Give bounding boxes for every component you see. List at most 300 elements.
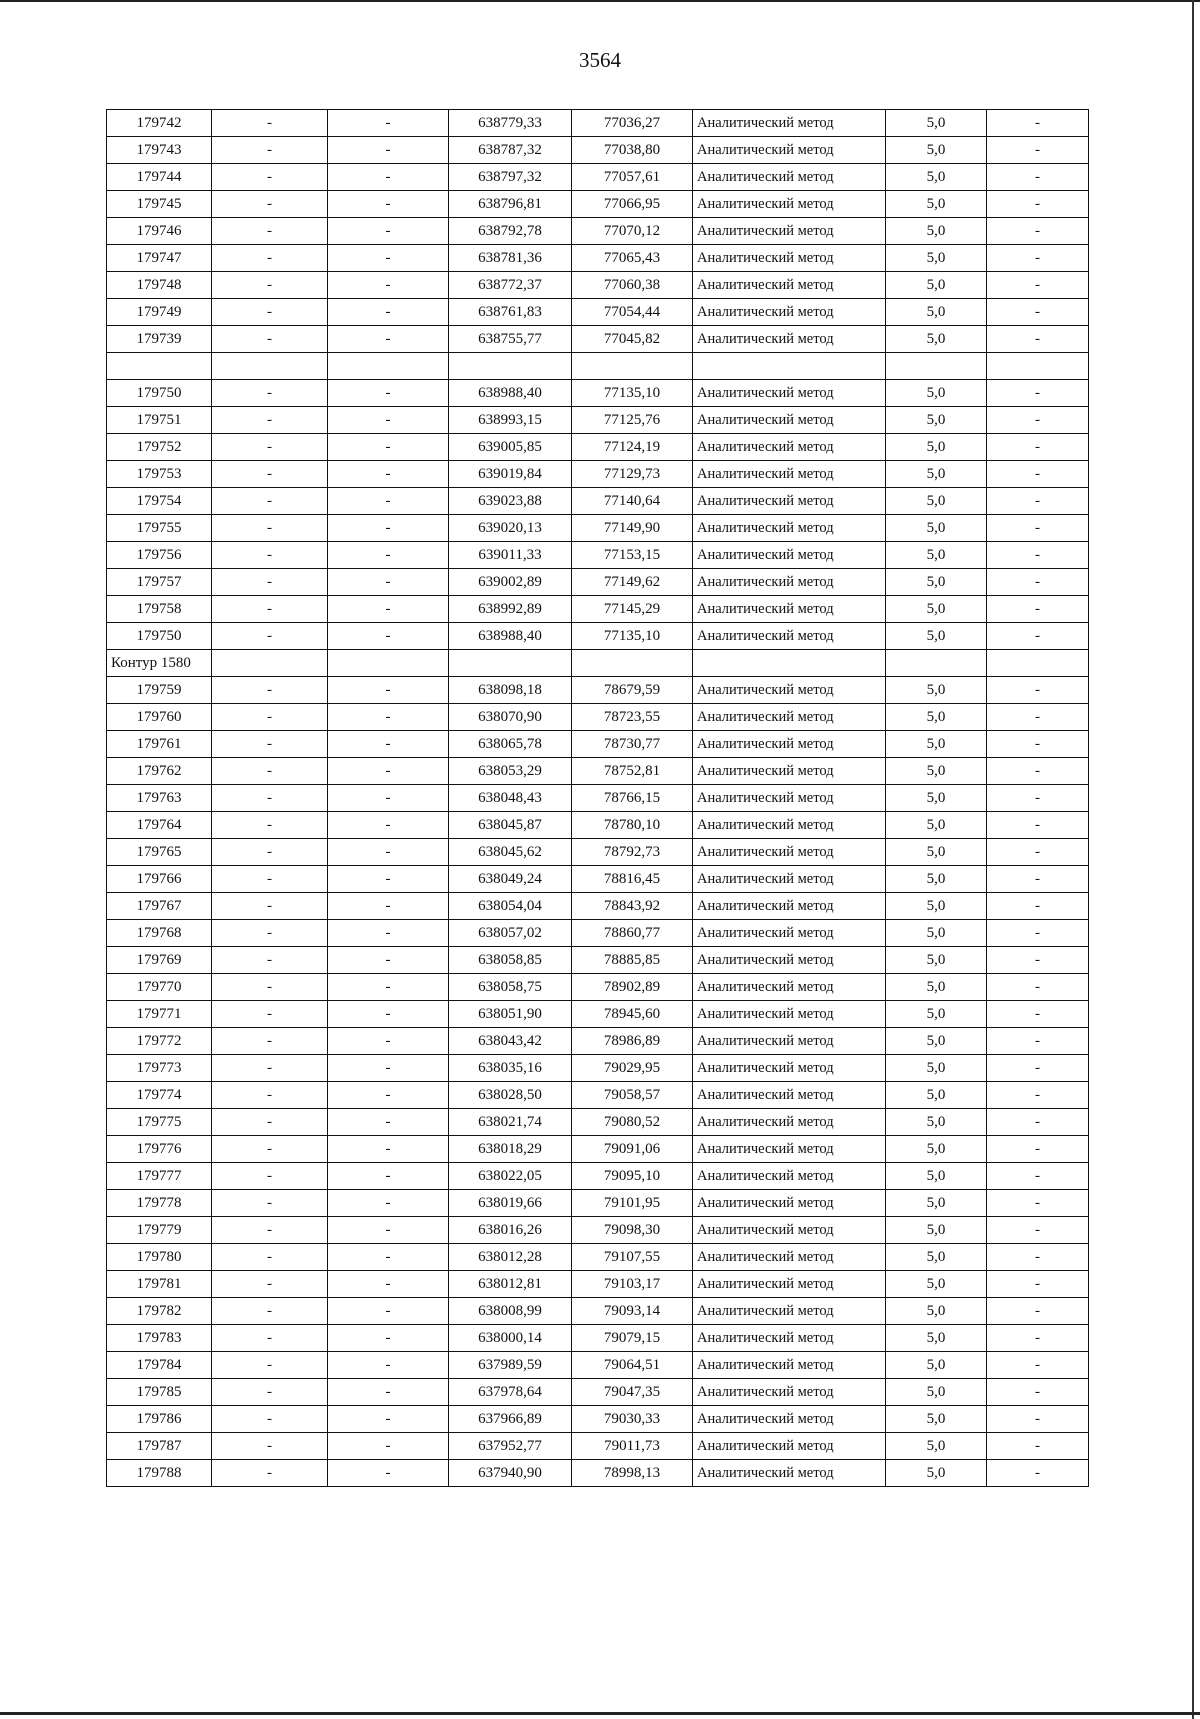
description-cell: -: [987, 758, 1089, 785]
description-cell: -: [987, 866, 1089, 893]
description-cell: -: [987, 1163, 1089, 1190]
table-row: [107, 1352, 1089, 1379]
table-row: [107, 785, 1089, 812]
coordinates-table: [106, 109, 1089, 1487]
old-y-cell: -: [328, 272, 449, 299]
old-y-cell: -: [328, 191, 449, 218]
point-id-cell: 179748: [107, 272, 212, 299]
point-id-cell: 179769: [107, 947, 212, 974]
accuracy-cell: 5,0: [886, 974, 987, 1001]
description-cell: -: [987, 1055, 1089, 1082]
group-header-row: [107, 650, 1089, 677]
description-cell: -: [987, 1244, 1089, 1271]
old-x-cell: -: [212, 407, 328, 434]
old-y-cell: -: [328, 1352, 449, 1379]
new-x-cell: 637978,64: [449, 1379, 572, 1406]
old-y-cell: -: [328, 839, 449, 866]
old-x-cell: -: [212, 785, 328, 812]
point-id-cell: 179756: [107, 542, 212, 569]
table-row: [107, 1271, 1089, 1298]
accuracy-cell: 5,0: [886, 191, 987, 218]
new-x-cell: 638070,90: [449, 704, 572, 731]
description-cell: -: [987, 1433, 1089, 1460]
old-x-cell: -: [212, 1082, 328, 1109]
new-y-cell: 77054,44: [572, 299, 693, 326]
description-cell: -: [987, 542, 1089, 569]
old-x-cell: -: [212, 434, 328, 461]
accuracy-cell: 5,0: [886, 461, 987, 488]
method-cell: Аналитический метод: [693, 1028, 886, 1055]
new-x-cell: 638797,32: [449, 164, 572, 191]
new-y-cell: 78780,10: [572, 812, 693, 839]
accuracy-cell: 5,0: [886, 1082, 987, 1109]
accuracy-cell: 5,0: [886, 1325, 987, 1352]
old-x-cell: -: [212, 1379, 328, 1406]
new-y-cell: 79101,95: [572, 1190, 693, 1217]
accuracy-cell: 5,0: [886, 704, 987, 731]
old-x-cell: -: [212, 731, 328, 758]
new-x-cell: 638755,77: [449, 326, 572, 353]
method-cell: Аналитический метод: [693, 677, 886, 704]
new-x-cell: 638053,29: [449, 758, 572, 785]
point-id-cell: 179780: [107, 1244, 212, 1271]
method-cell: Аналитический метод: [693, 1271, 886, 1298]
new-x-cell: 639019,84: [449, 461, 572, 488]
contour-label: Контур 1580: [107, 650, 212, 677]
description-cell: -: [987, 1136, 1089, 1163]
table-row: [107, 326, 1089, 353]
method-cell: Аналитический метод: [693, 380, 886, 407]
new-y-cell: 79095,10: [572, 1163, 693, 1190]
accuracy-cell: 5,0: [886, 569, 987, 596]
accuracy-cell: 5,0: [886, 1298, 987, 1325]
table-row: [107, 1325, 1089, 1352]
description-cell: -: [987, 1460, 1089, 1487]
method-cell: Аналитический метод: [693, 623, 886, 650]
table-row: [107, 137, 1089, 164]
new-y-cell: 78752,81: [572, 758, 693, 785]
description-cell: -: [987, 137, 1089, 164]
method-cell: Аналитический метод: [693, 1055, 886, 1082]
old-y-cell: -: [328, 1217, 449, 1244]
point-id-cell: 179764: [107, 812, 212, 839]
table-row: [107, 380, 1089, 407]
new-y-cell: 77149,90: [572, 515, 693, 542]
new-y-cell: 79107,55: [572, 1244, 693, 1271]
new-x-cell: 639023,88: [449, 488, 572, 515]
table-row: [107, 623, 1089, 650]
table-row: [107, 1217, 1089, 1244]
description-cell: -: [987, 110, 1089, 137]
method-cell: Аналитический метод: [693, 326, 886, 353]
new-x-cell: 638043,42: [449, 1028, 572, 1055]
table-row: [107, 893, 1089, 920]
table-row: [107, 407, 1089, 434]
point-id-cell: 179778: [107, 1190, 212, 1217]
accuracy-cell: 5,0: [886, 245, 987, 272]
table-row: [107, 542, 1089, 569]
table-row: [107, 1190, 1089, 1217]
new-y-cell: 77135,10: [572, 623, 693, 650]
method-cell: Аналитический метод: [693, 542, 886, 569]
description-cell: -: [987, 1082, 1089, 1109]
empty-cell: [449, 650, 572, 677]
new-y-cell: 78679,59: [572, 677, 693, 704]
table-row: [107, 1379, 1089, 1406]
method-cell: Аналитический метод: [693, 1109, 886, 1136]
description-cell: -: [987, 218, 1089, 245]
point-id-cell: 179749: [107, 299, 212, 326]
old-x-cell: -: [212, 1163, 328, 1190]
point-id-cell: 179777: [107, 1163, 212, 1190]
old-y-cell: -: [328, 1055, 449, 1082]
new-x-cell: 638021,74: [449, 1109, 572, 1136]
accuracy-cell: 5,0: [886, 542, 987, 569]
old-x-cell: -: [212, 812, 328, 839]
old-y-cell: -: [328, 569, 449, 596]
old-y-cell: -: [328, 299, 449, 326]
table-row: [107, 1163, 1089, 1190]
new-y-cell: 78885,85: [572, 947, 693, 974]
new-x-cell: 638012,28: [449, 1244, 572, 1271]
method-cell: Аналитический метод: [693, 704, 886, 731]
old-x-cell: -: [212, 947, 328, 974]
new-x-cell: 638787,32: [449, 137, 572, 164]
accuracy-cell: 5,0: [886, 407, 987, 434]
accuracy-cell: 5,0: [886, 866, 987, 893]
new-y-cell: 78998,13: [572, 1460, 693, 1487]
description-cell: -: [987, 1190, 1089, 1217]
table-row: [107, 758, 1089, 785]
method-cell: Аналитический метод: [693, 1082, 886, 1109]
old-x-cell: -: [212, 839, 328, 866]
new-x-cell: 638012,81: [449, 1271, 572, 1298]
table-row: [107, 461, 1089, 488]
method-cell: Аналитический метод: [693, 1244, 886, 1271]
method-cell: Аналитический метод: [693, 893, 886, 920]
description-cell: -: [987, 677, 1089, 704]
table-row: [107, 866, 1089, 893]
old-y-cell: -: [328, 1298, 449, 1325]
new-x-cell: 638045,87: [449, 812, 572, 839]
old-x-cell: -: [212, 1055, 328, 1082]
old-x-cell: -: [212, 1271, 328, 1298]
old-x-cell: -: [212, 758, 328, 785]
table-row: [107, 1055, 1089, 1082]
point-id-cell: 179781: [107, 1271, 212, 1298]
method-cell: Аналитический метод: [693, 947, 886, 974]
old-y-cell: -: [328, 893, 449, 920]
empty-cell: [987, 650, 1089, 677]
new-y-cell: 79064,51: [572, 1352, 693, 1379]
method-cell: Аналитический метод: [693, 434, 886, 461]
description-cell: -: [987, 893, 1089, 920]
old-x-cell: -: [212, 1001, 328, 1028]
method-cell: Аналитический метод: [693, 245, 886, 272]
accuracy-cell: 5,0: [886, 1271, 987, 1298]
point-id-cell: 179743: [107, 137, 212, 164]
method-cell: Аналитический метод: [693, 1217, 886, 1244]
accuracy-cell: 5,0: [886, 299, 987, 326]
point-id-cell: 179779: [107, 1217, 212, 1244]
description-cell: -: [987, 1325, 1089, 1352]
table-row: [107, 1001, 1089, 1028]
new-y-cell: 78986,89: [572, 1028, 693, 1055]
new-x-cell: 638045,62: [449, 839, 572, 866]
empty-cell: [572, 650, 693, 677]
old-x-cell: -: [212, 1109, 328, 1136]
empty-cell: [328, 353, 449, 380]
point-id-cell: 179762: [107, 758, 212, 785]
method-cell: Аналитический метод: [693, 839, 886, 866]
new-x-cell: 638098,18: [449, 677, 572, 704]
old-y-cell: -: [328, 596, 449, 623]
method-cell: Аналитический метод: [693, 1163, 886, 1190]
old-y-cell: -: [328, 1190, 449, 1217]
accuracy-cell: 5,0: [886, 1460, 987, 1487]
description-cell: -: [987, 1406, 1089, 1433]
new-y-cell: 77057,61: [572, 164, 693, 191]
description-cell: -: [987, 407, 1089, 434]
old-y-cell: -: [328, 623, 449, 650]
old-x-cell: -: [212, 272, 328, 299]
old-y-cell: -: [328, 488, 449, 515]
accuracy-cell: 5,0: [886, 596, 987, 623]
method-cell: Аналитический метод: [693, 812, 886, 839]
description-cell: -: [987, 1352, 1089, 1379]
old-y-cell: -: [328, 1325, 449, 1352]
point-id-cell: 179782: [107, 1298, 212, 1325]
new-y-cell: 77129,73: [572, 461, 693, 488]
accuracy-cell: 5,0: [886, 731, 987, 758]
scan-edge-right: [1192, 0, 1194, 1719]
contour-label: [107, 353, 212, 380]
empty-cell: [886, 353, 987, 380]
old-x-cell: -: [212, 1460, 328, 1487]
accuracy-cell: 5,0: [886, 623, 987, 650]
old-x-cell: -: [212, 1244, 328, 1271]
old-x-cell: -: [212, 974, 328, 1001]
old-x-cell: -: [212, 893, 328, 920]
description-cell: -: [987, 974, 1089, 1001]
table-row: [107, 1109, 1089, 1136]
new-y-cell: 77135,10: [572, 380, 693, 407]
description-cell: -: [987, 812, 1089, 839]
description-cell: -: [987, 569, 1089, 596]
accuracy-cell: 5,0: [886, 1109, 987, 1136]
point-id-cell: 179739: [107, 326, 212, 353]
point-id-cell: 179750: [107, 380, 212, 407]
new-y-cell: 79098,30: [572, 1217, 693, 1244]
new-x-cell: 637966,89: [449, 1406, 572, 1433]
table-row: [107, 218, 1089, 245]
description-cell: -: [987, 326, 1089, 353]
old-y-cell: -: [328, 380, 449, 407]
empty-cell: [693, 353, 886, 380]
accuracy-cell: 5,0: [886, 1001, 987, 1028]
point-id-cell: 179759: [107, 677, 212, 704]
new-y-cell: 77125,76: [572, 407, 693, 434]
method-cell: Аналитический метод: [693, 407, 886, 434]
old-x-cell: -: [212, 1217, 328, 1244]
old-y-cell: -: [328, 677, 449, 704]
old-y-cell: -: [328, 947, 449, 974]
empty-cell: [693, 650, 886, 677]
accuracy-cell: 5,0: [886, 515, 987, 542]
method-cell: Аналитический метод: [693, 461, 886, 488]
new-x-cell: 638993,15: [449, 407, 572, 434]
point-id-cell: 179745: [107, 191, 212, 218]
method-cell: Аналитический метод: [693, 974, 886, 1001]
method-cell: Аналитический метод: [693, 785, 886, 812]
scan-edge-bottom: [0, 1712, 1200, 1715]
description-cell: -: [987, 1001, 1089, 1028]
description-cell: -: [987, 164, 1089, 191]
method-cell: Аналитический метод: [693, 299, 886, 326]
old-x-cell: -: [212, 461, 328, 488]
description-cell: -: [987, 623, 1089, 650]
old-x-cell: -: [212, 191, 328, 218]
new-y-cell: 78792,73: [572, 839, 693, 866]
new-y-cell: 77070,12: [572, 218, 693, 245]
old-y-cell: -: [328, 1001, 449, 1028]
new-x-cell: 638048,43: [449, 785, 572, 812]
coordinates-table-body: [107, 110, 1089, 1487]
new-x-cell: 638796,81: [449, 191, 572, 218]
method-cell: Аналитический метод: [693, 1379, 886, 1406]
table-row: [107, 947, 1089, 974]
description-cell: -: [987, 434, 1089, 461]
accuracy-cell: 5,0: [886, 947, 987, 974]
old-x-cell: -: [212, 1352, 328, 1379]
point-id-cell: 179754: [107, 488, 212, 515]
description-cell: -: [987, 1028, 1089, 1055]
new-x-cell: 638058,85: [449, 947, 572, 974]
method-cell: Аналитический метод: [693, 920, 886, 947]
accuracy-cell: 5,0: [886, 137, 987, 164]
old-x-cell: -: [212, 218, 328, 245]
description-cell: -: [987, 920, 1089, 947]
new-y-cell: 77149,62: [572, 569, 693, 596]
point-id-cell: 179767: [107, 893, 212, 920]
description-cell: -: [987, 839, 1089, 866]
description-cell: -: [987, 785, 1089, 812]
description-cell: -: [987, 1217, 1089, 1244]
accuracy-cell: 5,0: [886, 272, 987, 299]
method-cell: Аналитический метод: [693, 1190, 886, 1217]
new-x-cell: 637989,59: [449, 1352, 572, 1379]
new-y-cell: 78730,77: [572, 731, 693, 758]
new-y-cell: 78723,55: [572, 704, 693, 731]
accuracy-cell: 5,0: [886, 218, 987, 245]
new-x-cell: 639011,33: [449, 542, 572, 569]
new-x-cell: 637952,77: [449, 1433, 572, 1460]
point-id-cell: 179786: [107, 1406, 212, 1433]
method-cell: Аналитический метод: [693, 1406, 886, 1433]
old-x-cell: -: [212, 326, 328, 353]
point-id-cell: 179770: [107, 974, 212, 1001]
point-id-cell: 179757: [107, 569, 212, 596]
method-cell: Аналитический метод: [693, 758, 886, 785]
accuracy-cell: 5,0: [886, 1055, 987, 1082]
point-id-cell: 179771: [107, 1001, 212, 1028]
table-row: [107, 515, 1089, 542]
point-id-cell: 179784: [107, 1352, 212, 1379]
new-y-cell: 77140,64: [572, 488, 693, 515]
old-x-cell: -: [212, 677, 328, 704]
old-y-cell: -: [328, 218, 449, 245]
table-row: [107, 488, 1089, 515]
old-y-cell: -: [328, 164, 449, 191]
new-y-cell: 79029,95: [572, 1055, 693, 1082]
old-y-cell: -: [328, 1271, 449, 1298]
method-cell: Аналитический метод: [693, 1325, 886, 1352]
table-row: [107, 1082, 1089, 1109]
description-cell: -: [987, 245, 1089, 272]
accuracy-cell: 5,0: [886, 1406, 987, 1433]
empty-cell: [987, 353, 1089, 380]
old-x-cell: -: [212, 488, 328, 515]
method-cell: Аналитический метод: [693, 1433, 886, 1460]
old-y-cell: -: [328, 785, 449, 812]
point-id-cell: 179773: [107, 1055, 212, 1082]
new-y-cell: 77124,19: [572, 434, 693, 461]
point-id-cell: 179751: [107, 407, 212, 434]
empty-cell: [212, 353, 328, 380]
table-row: [107, 1433, 1089, 1460]
old-x-cell: -: [212, 623, 328, 650]
old-x-cell: -: [212, 596, 328, 623]
table-row: [107, 677, 1089, 704]
empty-cell: [886, 650, 987, 677]
new-x-cell: 638022,05: [449, 1163, 572, 1190]
new-x-cell: 638065,78: [449, 731, 572, 758]
table-row: [107, 596, 1089, 623]
group-header-row: [107, 353, 1089, 380]
table-row: [107, 110, 1089, 137]
new-y-cell: 77045,82: [572, 326, 693, 353]
new-y-cell: 78945,60: [572, 1001, 693, 1028]
old-y-cell: -: [328, 245, 449, 272]
new-y-cell: 79047,35: [572, 1379, 693, 1406]
old-x-cell: -: [212, 110, 328, 137]
description-cell: -: [987, 299, 1089, 326]
old-x-cell: -: [212, 1325, 328, 1352]
old-y-cell: -: [328, 974, 449, 1001]
method-cell: Аналитический метод: [693, 191, 886, 218]
new-x-cell: 638779,33: [449, 110, 572, 137]
empty-cell: [572, 353, 693, 380]
method-cell: Аналитический метод: [693, 1460, 886, 1487]
old-x-cell: -: [212, 1433, 328, 1460]
description-cell: -: [987, 596, 1089, 623]
description-cell: -: [987, 515, 1089, 542]
old-y-cell: -: [328, 866, 449, 893]
accuracy-cell: 5,0: [886, 434, 987, 461]
old-y-cell: -: [328, 1163, 449, 1190]
point-id-cell: 179763: [107, 785, 212, 812]
description-cell: -: [987, 191, 1089, 218]
accuracy-cell: 5,0: [886, 380, 987, 407]
new-y-cell: 79058,57: [572, 1082, 693, 1109]
table-row: [107, 191, 1089, 218]
new-x-cell: 639005,85: [449, 434, 572, 461]
new-y-cell: 77038,80: [572, 137, 693, 164]
new-y-cell: 77065,43: [572, 245, 693, 272]
point-id-cell: 179775: [107, 1109, 212, 1136]
empty-cell: [449, 353, 572, 380]
old-y-cell: -: [328, 542, 449, 569]
